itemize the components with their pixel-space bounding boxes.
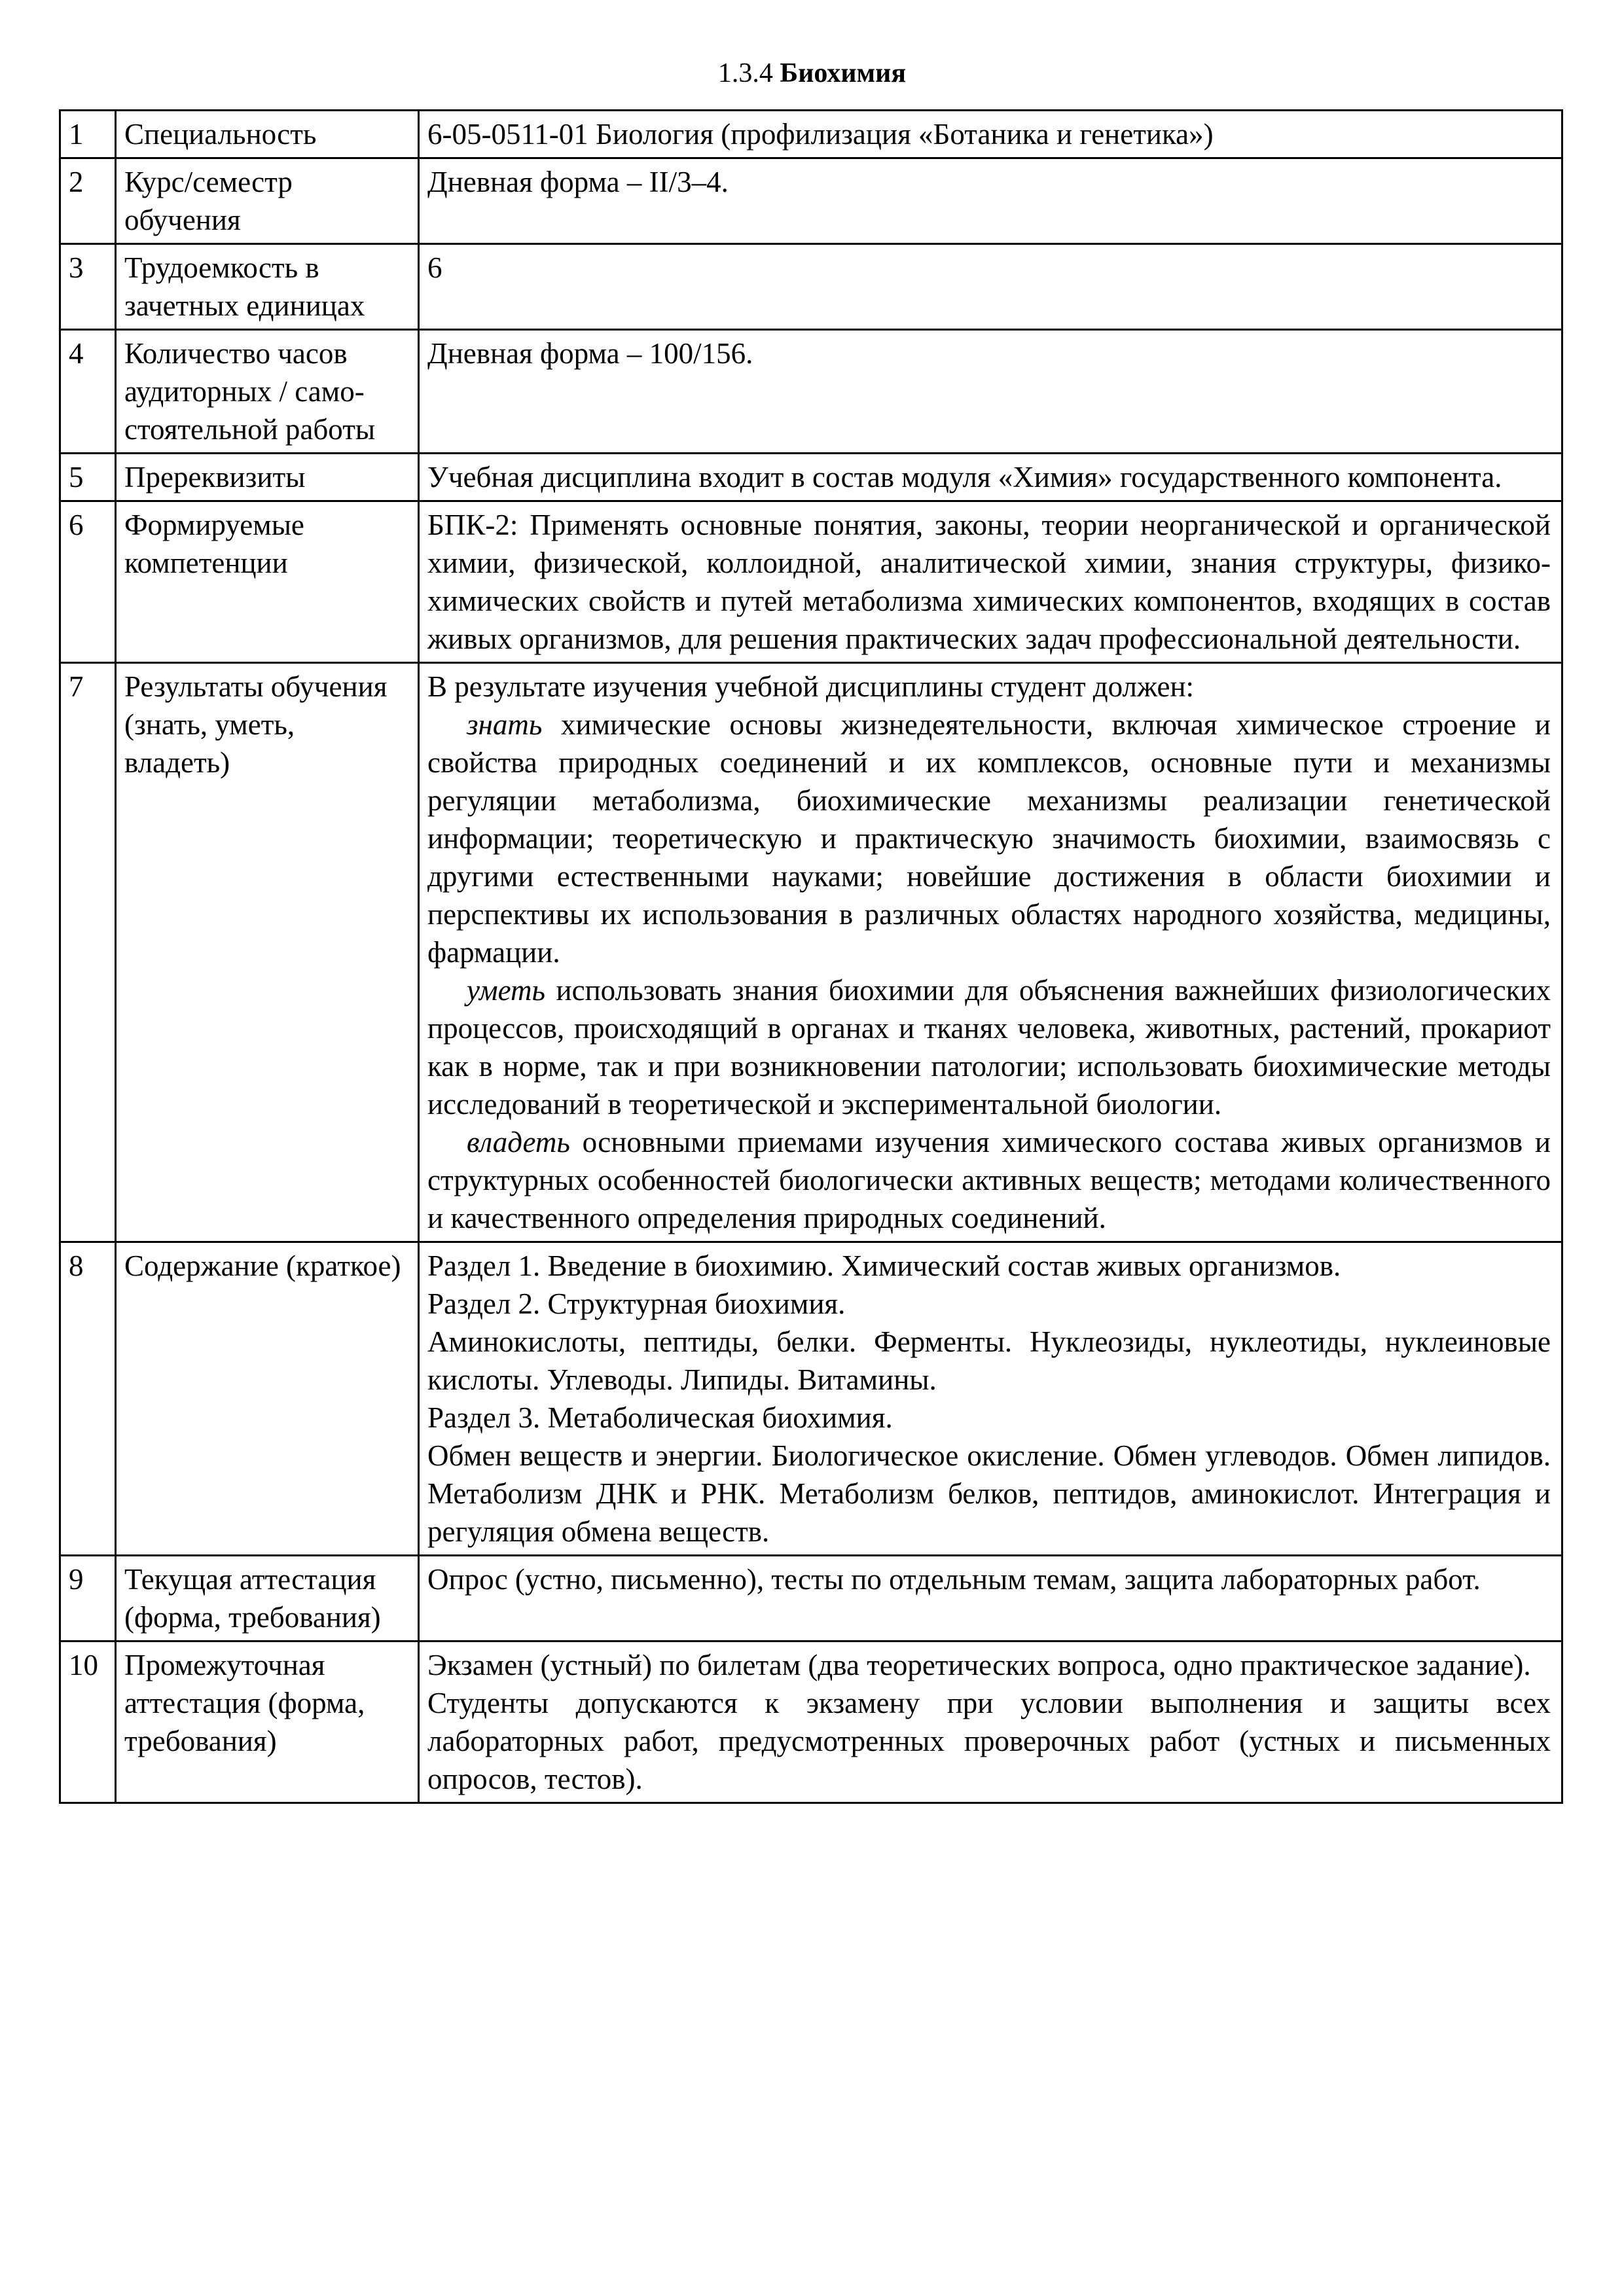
row-value: 6 xyxy=(419,244,1562,330)
row-number: 9 xyxy=(60,1556,116,1641)
row-label: Специальность xyxy=(116,111,419,158)
table-row xyxy=(60,111,1562,158)
content-line: Аминокислоты, пептиды, белки. Ферменты. Нуклеозиды, нуклеотиды, нуклеиновые кислоты. Углеводы. Липиды. Витамины. xyxy=(427,1325,1551,1396)
row-label: Промежуточная аттестация (форма, требования) xyxy=(116,1641,419,1803)
outcome-own-label: владеть xyxy=(467,1126,570,1158)
row-number: 1 xyxy=(60,111,116,158)
content-line: Раздел 2. Структурная биохимия. xyxy=(427,1287,846,1320)
title-name: Биохимия xyxy=(780,58,907,88)
table-row xyxy=(60,501,1562,663)
row-label: Трудоемкость в зачетных единицах xyxy=(116,244,419,330)
row-number: 5 xyxy=(60,454,116,501)
outcome-know-text: химические основы жизнедеятельности, включая химическое строение и свойства природных соединений и их комплексов, основные пути и механизмы регуляции метаболизма, биохимические механизмы реализации генетической информации; теоретическую и практическую значимость биохимии, взаимосвязь с другими естественными науками; новейшие достижения в области биохимии и перспективы их использования в различных областях народного хозяйства, медицины, фармации. xyxy=(427,708,1551,969)
content-line: Обмен веществ и энергии. Биологическое окисление. Обмен углеводов. Обмен липидов. Метаболизм ДНК и РНК. Метаболизм белков, пептидов, аминокислот. Интеграция и регуляция обмена веществ. xyxy=(427,1439,1551,1548)
outcome-know xyxy=(427,706,1551,971)
outcome-own-text: основными приемами изучения химического состава живых организмов и структурных особенностей биологически активных веществ; методами количественного и качественного определения природных соединений. xyxy=(427,1126,1551,1234)
row-label: Текущая аттестация (форма, требования) xyxy=(116,1556,419,1641)
title-number: 1.3.4 xyxy=(717,58,773,88)
row-number: 10 xyxy=(60,1641,116,1803)
outcome-can-label: уметь xyxy=(467,974,545,1007)
discipline-table xyxy=(59,109,1563,1804)
row-label: Содержание (краткое) xyxy=(116,1242,419,1556)
table-row xyxy=(60,244,1562,330)
outcome-can-text: использовать знания биохимии для объяснения важнейших физиологических процессов, происходящий в органах и тканях человека, животных, растений, прокариот как в норме, так и при возникновении патологии; использовать биохимические методы исследований в теоретической и экспериментальной биологии. xyxy=(427,974,1551,1121)
row-number: 3 xyxy=(60,244,116,330)
outcomes-intro: В результате изучения учебной дисциплины студент должен: xyxy=(427,670,1195,703)
table-row xyxy=(60,330,1562,454)
row-number: 4 xyxy=(60,330,116,454)
content-line: Раздел 1. Введение в биохимию. Химический состав живых организмов. xyxy=(427,1249,1341,1282)
table-row xyxy=(60,1641,1562,1803)
row-value: БПК-2: Применять основные понятия, законы, теории неорганической и органической химии, физической, коллоидной, аналитической химии, знания структуры, физико-химических свойств и путей метаболизма химических компонентов, входящих в состав живых организмов, для решения практических задач профессиональной деятельности. xyxy=(419,501,1562,663)
row-number: 7 xyxy=(60,663,116,1242)
row-value: Дневная форма – II/3–4. xyxy=(419,158,1562,244)
row-value: 6-05-0511-01 Биология (профилизация «Ботаника и генетика») xyxy=(419,111,1562,158)
page-title xyxy=(0,54,1624,93)
exam-line: Студенты допускаются к экзамену при условии выполнения и защиты всех лабораторных работ, предусмотренных проверочных работ (устных и письменных опросов, тестов). xyxy=(427,1687,1551,1795)
row-label: Формируемые компетенции xyxy=(116,501,419,663)
table-row xyxy=(60,1556,1562,1641)
table-row xyxy=(60,454,1562,501)
outcome-can xyxy=(427,971,1551,1123)
exam-line: Экзамен (устный) по билетам (два теоретических вопроса, одно практическое задание). xyxy=(427,1649,1531,1681)
table-row xyxy=(60,663,1562,1242)
content-line: Раздел 3. Метаболическая биохимия. xyxy=(427,1401,893,1434)
exam-requirements xyxy=(419,1641,1562,1803)
outcome-own xyxy=(427,1123,1551,1237)
row-number: 2 xyxy=(60,158,116,244)
row-number: 6 xyxy=(60,501,116,663)
course-content xyxy=(419,1242,1562,1556)
row-value: Дневная форма – 100/156. xyxy=(419,330,1562,454)
row-label: Пререквизиты xyxy=(116,454,419,501)
row-label: Результаты обучения (знать, уметь, владеть) xyxy=(116,663,419,1242)
outcome-know-label: знать xyxy=(467,708,543,741)
row-value: Учебная дисциплина входит в состав модуля «Химия» государственного компонента. xyxy=(419,454,1562,501)
row-label: Количество часов аудиторных / само-стоятельной работы xyxy=(116,330,419,454)
row-label: Курс/семестр обучения xyxy=(116,158,419,244)
row-number: 8 xyxy=(60,1242,116,1556)
row-value: Опрос (устно, письменно), тесты по отдельным темам, защита лабораторных работ. xyxy=(419,1556,1562,1641)
table-row xyxy=(60,158,1562,244)
learning-outcomes xyxy=(419,663,1562,1242)
table-row xyxy=(60,1242,1562,1556)
